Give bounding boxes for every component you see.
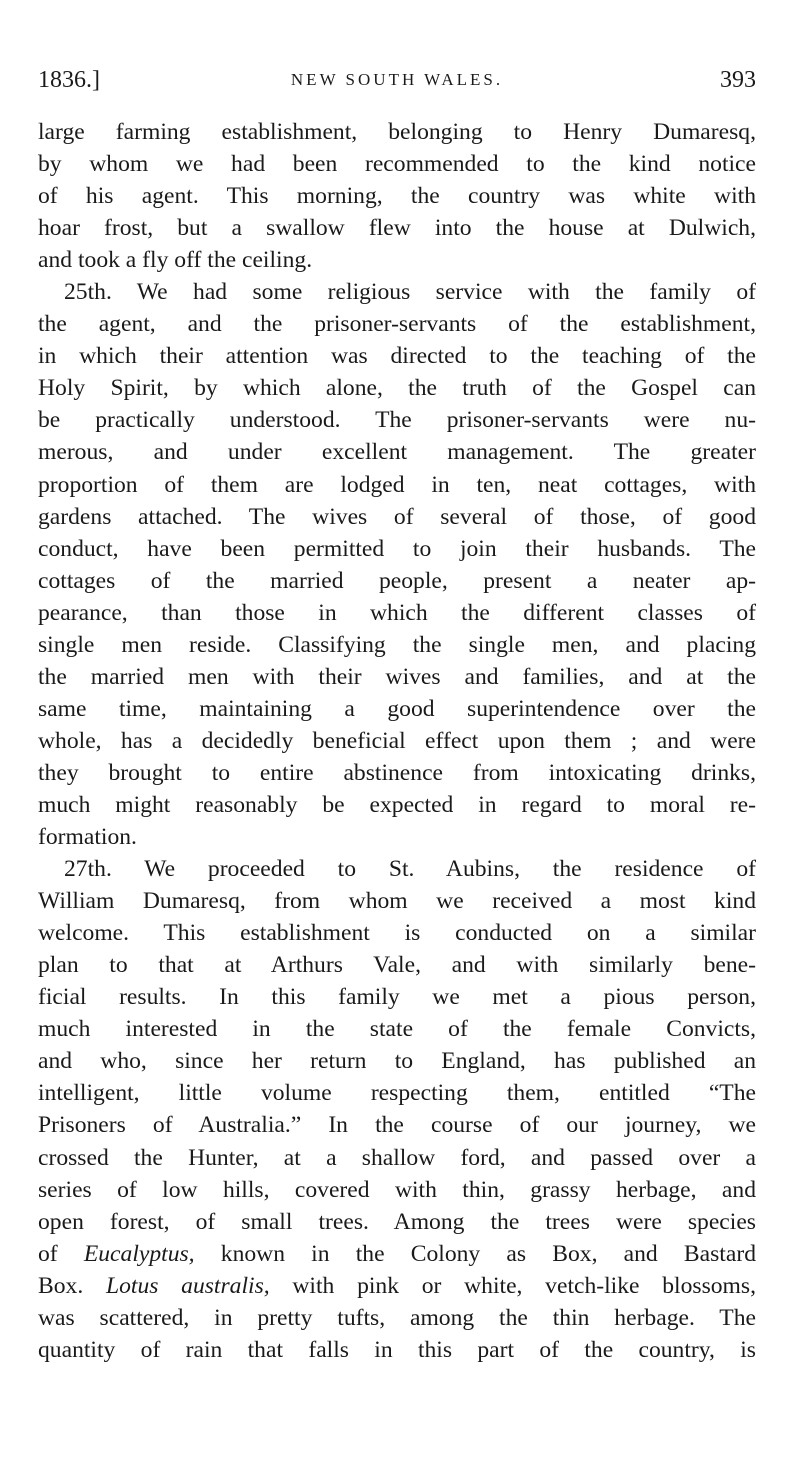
text-line: single men reside. Classifying the single men, and placing xyxy=(38,631,756,658)
text-line: same time, maintaining a good superintendence over the xyxy=(38,695,756,722)
text-line: pearance, than those in which the different classes of xyxy=(38,599,756,626)
text-line: much interested in the state of the female Convicts, xyxy=(38,1016,756,1043)
italic-term: Eucalyptus, xyxy=(83,1240,195,1267)
text-line: 25th. We had some religious service with the family of xyxy=(64,279,756,306)
text-line: much might reasonably be expected in regard to moral re- xyxy=(38,791,756,818)
text-line: and who, since her return to England, has published an xyxy=(38,1048,756,1075)
page-number: 393 xyxy=(720,67,756,93)
text-line: conduct, have been permitted to join their husbands. The xyxy=(38,535,756,562)
text-line: intelligent, little volume respecting them, entitled “The xyxy=(38,1080,756,1107)
header-year: 1836.] xyxy=(38,67,100,93)
text-line: welcome. This establishment is conducted on a similar xyxy=(38,920,756,947)
text-line: 27th. We proceeded to St. Aubins, the residence of xyxy=(64,856,756,883)
text-line: in which their attention was directed to the teaching of the xyxy=(38,343,756,370)
text-line: the agent, and the prisoner-servants of the establishment, xyxy=(38,311,756,338)
text-line: was scattered, in pretty tufts, among the thin herbage. The xyxy=(38,1304,756,1331)
text-line: by whom we had been recommended to the kind notice xyxy=(38,151,756,178)
text-line: quantity of rain that falls in this part of the country, is xyxy=(38,1336,756,1363)
text-run: Box. xyxy=(38,1272,106,1299)
text-line: ficial results. In this family we met a pious person, xyxy=(38,984,756,1011)
text-line xyxy=(38,1238,756,1270)
text-line: William Dumaresq, from whom we received a most kind xyxy=(38,888,756,915)
text-line: large farming establishment, belonging to Henry Dumaresq, xyxy=(38,119,756,145)
text-line: crossed the Hunter, at a shallow ford, and passed over a xyxy=(38,1144,756,1171)
body-text xyxy=(38,116,756,1366)
text-line: whole, has a decidedly beneficial effect upon them ; and were xyxy=(38,727,756,754)
text-line: of his agent. This morning, the country was white with xyxy=(38,183,756,210)
text-line: proportion of them are lodged in ten, neat cottages, with xyxy=(38,471,756,498)
text-line: hoar frost, but a swallow flew into the house at Dulwich, xyxy=(38,215,756,242)
text-line: be practically understood. The prisoner-servants were nu- xyxy=(38,407,756,434)
italic-term: Lotus australis, xyxy=(105,1272,270,1299)
text-line xyxy=(38,1270,756,1302)
text-line: series of low hills, covered with thin, grassy herbage, and xyxy=(38,1176,756,1203)
text-line: cottages of the married people, present a neater ap- xyxy=(38,567,756,594)
text-line: Holy Spirit, by which alone, the truth of the Gospel can xyxy=(38,375,756,402)
text-line: plan to that at Arthurs Vale, and with similarly bene- xyxy=(38,952,756,979)
text-run: known in the Colony as Box, and Bastard xyxy=(194,1240,756,1267)
text-run: of xyxy=(38,1240,84,1267)
text-line: open forest, of small trees. Among the trees were species xyxy=(38,1208,756,1235)
text-line: formation. xyxy=(38,824,137,851)
text-line: merous, and under excellent management. The greater xyxy=(38,439,756,466)
running-header xyxy=(38,62,756,102)
running-title: NEW SOUTH WALES. xyxy=(290,70,504,89)
text-line: gardens attached. The wives of several of those, of good xyxy=(38,503,756,530)
text-line: Prisoners of Australia.” In the course of our journey, we xyxy=(38,1112,756,1139)
text-run: with pink or white, vetch-like blossoms, xyxy=(269,1272,756,1299)
text-line: the married men with their wives and families, and at the xyxy=(38,663,756,690)
text-line: they brought to entire abstinence from intoxicating drinks, xyxy=(38,759,756,786)
text-line: and took a fly off the ceiling. xyxy=(38,247,313,274)
